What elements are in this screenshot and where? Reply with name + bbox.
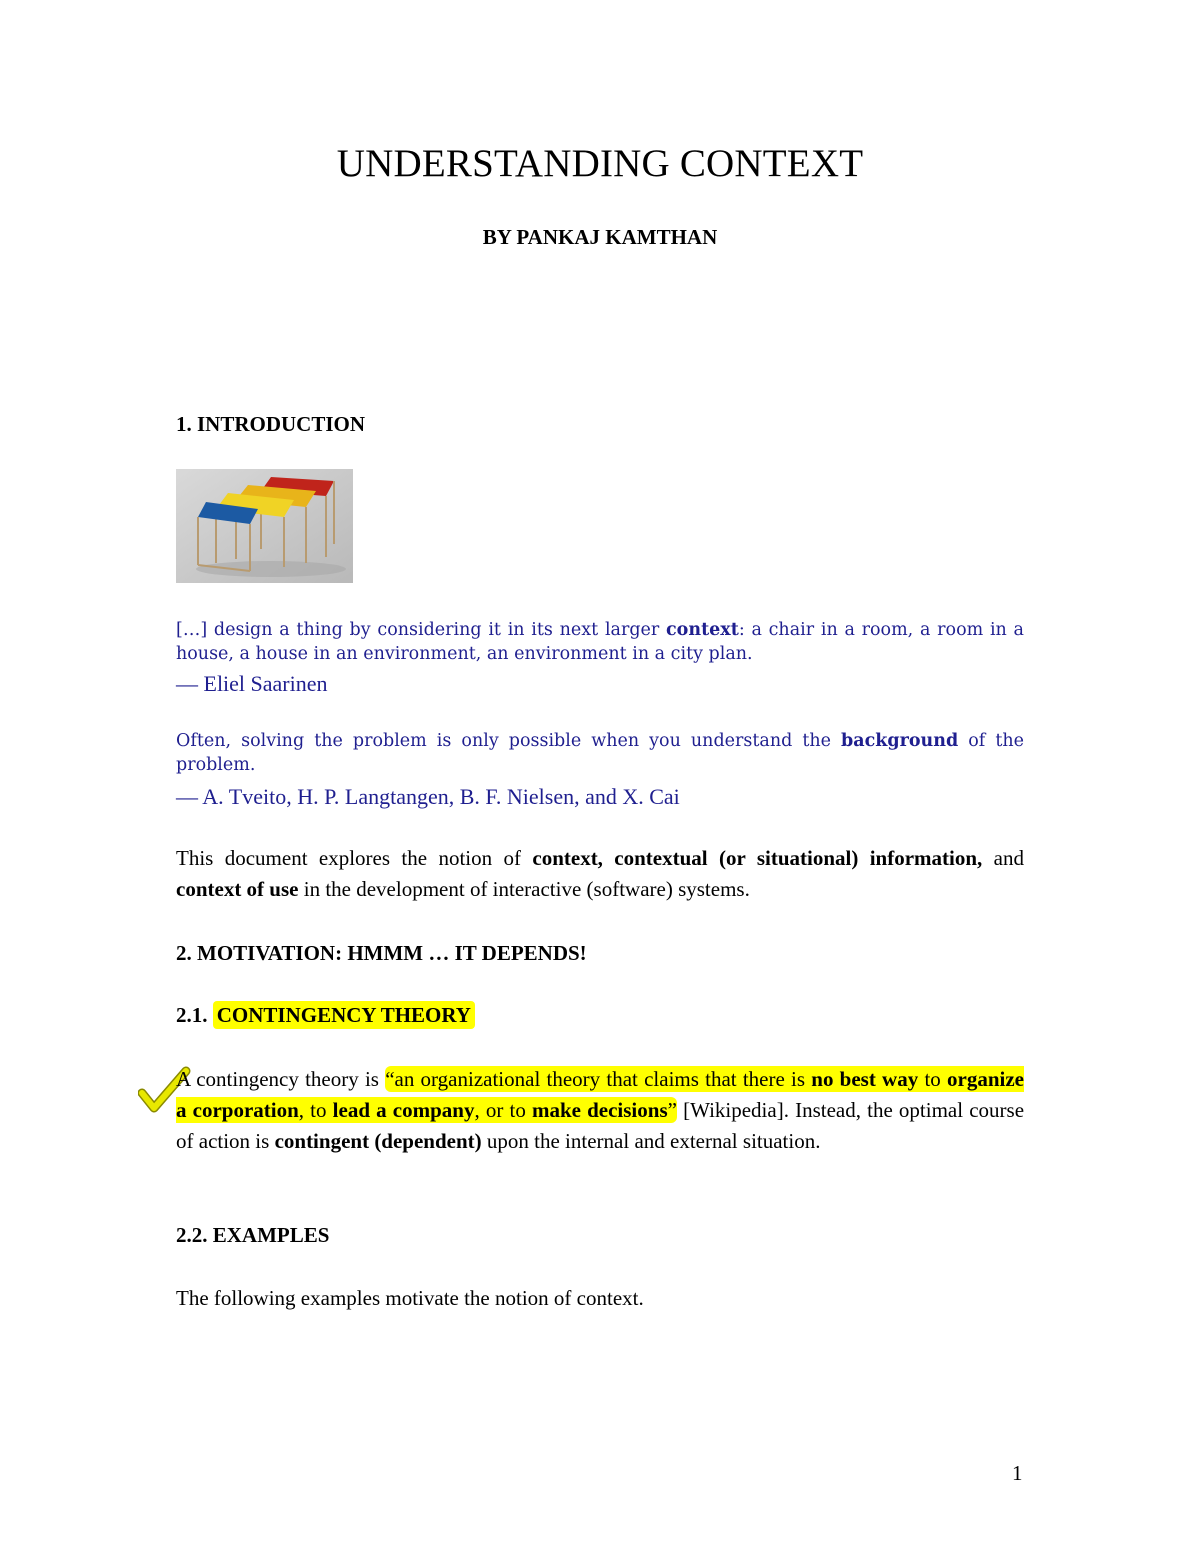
subsection-heading-examples: 2.2. EXAMPLES (176, 1223, 330, 1247)
examples-paragraph: The following examples motivate the notion of context. (176, 1286, 644, 1310)
subsection-heading-contingency: 2.1. CONTINGENCY THEORY (176, 1002, 475, 1028)
page-number: 1 (1012, 1461, 1023, 1485)
quote-bold-term: context (666, 620, 739, 640)
section-heading-motivation: 2. MOTIVATION: HMMM … IT DEPENDS! (176, 941, 587, 965)
tveito-attribution: — A. Tveito, H. P. Langtangen, B. F. Nielsen, and X. Cai (176, 784, 680, 809)
saarinen-attribution: — Eliel Saarinen (176, 671, 328, 696)
document-title: UNDERSTANDING CONTEXT (336, 142, 864, 185)
tveito-quote: Often, solving the problem is only possible when you understand the background of the problem. (176, 731, 1024, 775)
nesting-tables-photo (176, 469, 353, 583)
document-author: BY PANKAJ KAMTHAN (482, 225, 718, 249)
highlighted-subsection-title: CONTINGENCY THEORY (213, 1001, 475, 1029)
contingency-paragraph: A contingency theory is “an organizational theory that claims that there is no best way to organize a corporation, to lead a company, or to make decisions” [Wikipedia]. Instead, the optimal course of action is contingent (dependent) upon the internal and external situation. (176, 1067, 1025, 1153)
quote-bold-term: background (841, 731, 959, 751)
section-heading-introduction: 1. INTRODUCTION (176, 412, 366, 436)
saarinen-quote: […] design a thing by considering it in its next larger context: a chair in a room, a room in a house, a house in an environment, an environment in a city plan. (176, 620, 1024, 664)
intro-paragraph: This document explores the notion of context, contextual (or situational) information, and context of use in the development of interactive (software) systems. (176, 846, 1024, 901)
highlighted-definition: “an organizational theory that claims that there is no best way to organize a corporation, to lead a company, or to make decisions” (176, 1067, 1024, 1122)
